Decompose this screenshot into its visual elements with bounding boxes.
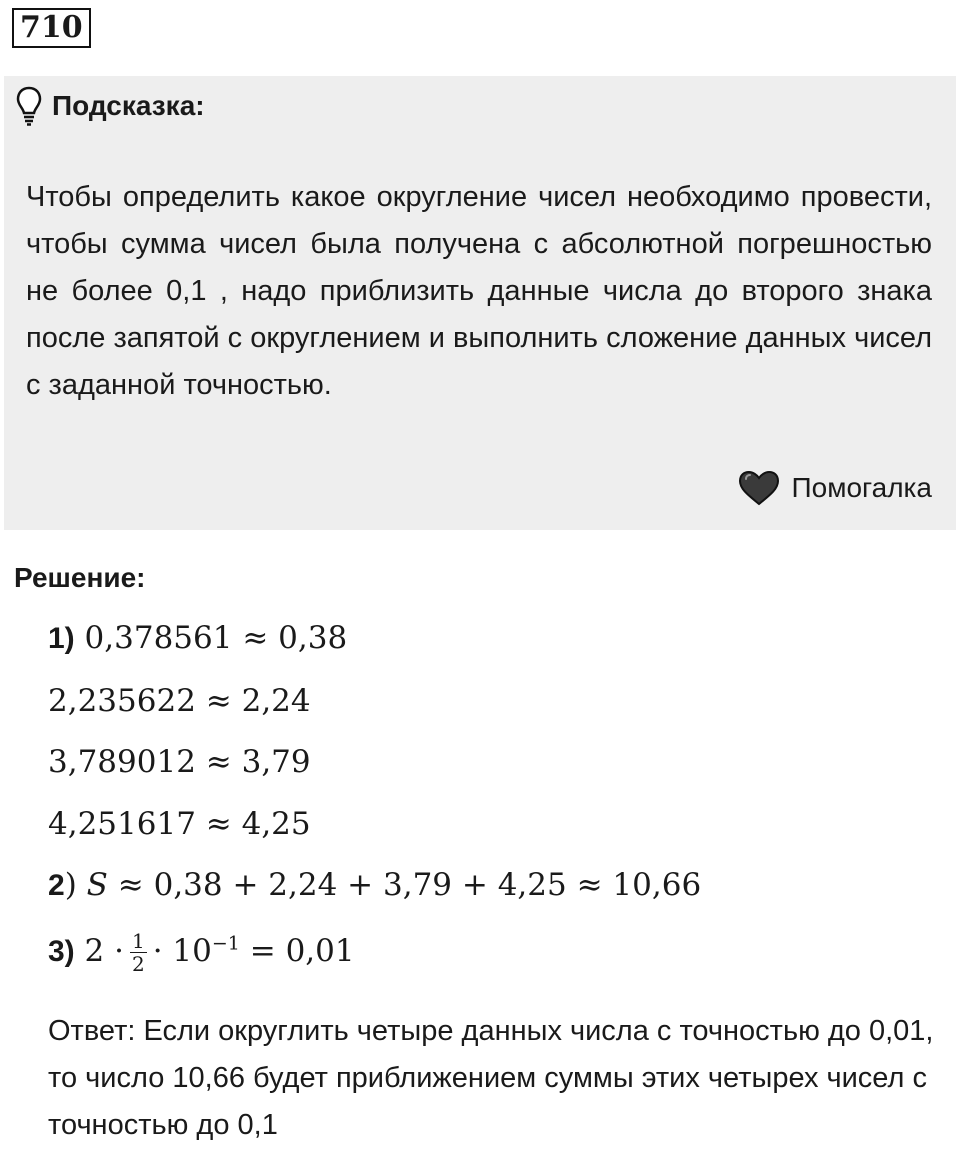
credit: [738, 470, 932, 506]
hint-title: Подсказка:: [52, 90, 205, 121]
step-1-label: 1): [48, 622, 75, 655]
fraction-denominator: 2: [131, 952, 145, 976]
hint-text: Чтобы определить какое округление чисел необходимо провести, чтобы сумма чисел была получена с абсолютной погрешностью не более 0,1 , надо приблизить данные числа до второго знака после запятой с округлением и выполнить сложение данных чисел с заданной точностью.: [26, 181, 932, 401]
rounding-3: 3,789012 ≈ 3,79: [48, 744, 311, 780]
fraction-numerator: 1: [131, 929, 145, 953]
hint-panel: [4, 76, 956, 530]
error-exponent: −1: [211, 932, 240, 955]
math-line-sum: [48, 867, 701, 903]
solution-title: Решение:: [14, 562, 146, 593]
answer-text: Ответ: Если округлить четыре данных числа с точностью до 0,01, то число 10,66 будет приближением суммы этих четырех чисел с точностью до 0,1: [48, 1015, 934, 1141]
step-2-label: 2: [48, 869, 65, 902]
math-line-error: [48, 930, 355, 975]
error-result: = 0,01: [249, 933, 355, 969]
fraction-one-half: [130, 930, 147, 975]
lightbulb-icon: [16, 86, 42, 126]
sum-variable: S: [86, 867, 108, 903]
error-lead: 2 ·: [84, 933, 124, 969]
hint-header: [16, 84, 205, 128]
step-2-paren: ): [64, 867, 77, 903]
rounding-1: 0,378561 ≈ 0,38: [84, 620, 348, 656]
heart-icon: [738, 470, 780, 506]
math-line-1: [48, 620, 347, 656]
sum-expression: ≈ 0,38 + 2,24 + 3,79 + 4,25 ≈ 10,66: [117, 867, 702, 903]
problem-number: 710: [12, 8, 91, 48]
error-base: · 10: [152, 933, 212, 969]
credit-label: Помогалка: [791, 472, 932, 503]
step-3-label: 3): [48, 935, 75, 968]
rounding-2: 2,235622 ≈ 2,24: [48, 683, 311, 719]
rounding-4: 4,251617 ≈ 4,25: [48, 806, 311, 842]
